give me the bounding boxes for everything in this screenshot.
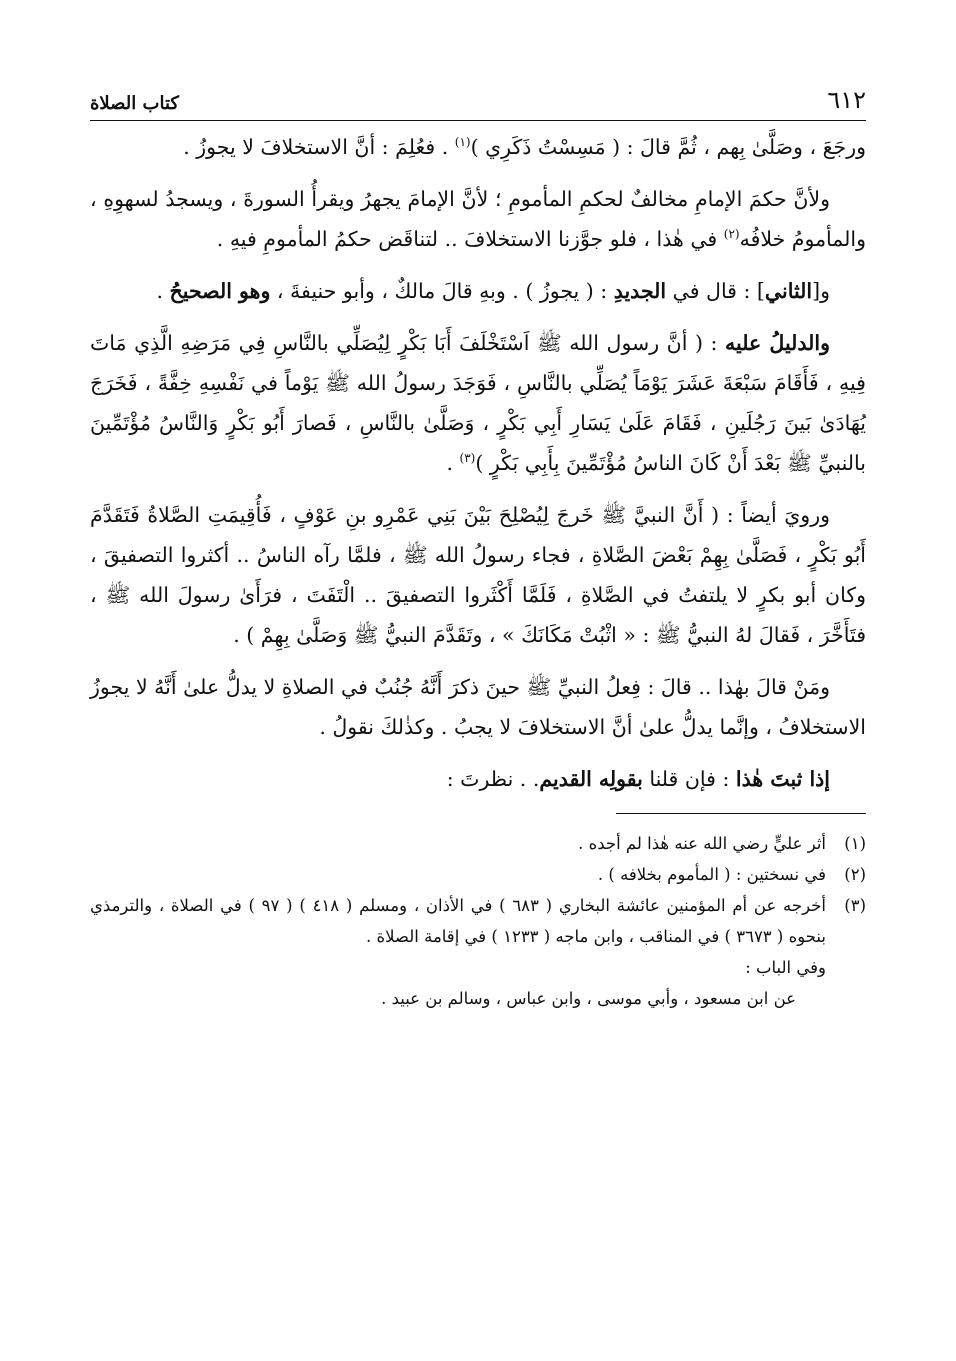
- footnote-ref-2: (٢): [723, 227, 740, 242]
- footnotes: [90, 828, 866, 1014]
- footnote-text: في نسختين : ( المأموم بخلافه ) .: [597, 865, 826, 884]
- footnote-number: (١): [844, 834, 866, 853]
- paragraph-3: و[الثاني] : قال في الجديدِ : ( يجوزُ ) . وبهِ قالَ مالكٌ ، وأبو حنيفةَ ، وهو الصحيحُ .: [156, 279, 830, 303]
- footnote-number: (٢): [844, 865, 866, 884]
- paragraph-2: ولأنَّ حكمَ الإمامِ مخالفٌ لحكمِ المأمومِ ؛ لأنَّ الإمامَ يجهرُ ويقرأُ السورةَ ، ويسجدُ لسهوِهِ ، والمأمومُ خلافُه$^{(٢)}$ في هٰذا ، فلو جوَّزنا الاستخلافَ .. لتناقَض حكمُ المأمومِ فيهِ .: [90, 187, 866, 251]
- footnote-separator: [616, 813, 866, 814]
- footnote-text: أثر عليٍّ رضي الله عنه هٰذا لم أجده .: [578, 834, 826, 853]
- paragraph-4: والدليلُ عليه : ( أنَّ رسول الله ﷺ اَسْتَخْلَفَ أَبَا بَكْرٍ لِيُصَلِّي بالنَّاسِ فِي مَرَضِهِ الَّذِي مَاتَ فِيهِ ، فَأَقَامَ سَبْعَةَ عَشَرَ يَوْمَاً يُصَلِّي بالنَّاسِ ، فَوَجَدَ رسولُ الله ﷺ يَوْماً في نَفْسِهِ خِفَّةً ، فَخَرَجَ يُهَادَىٰ بَينَ رَجُلَينِ ، فَقَامَ عَلَىٰ يَسَارِ أَبِي بَكْرٍ ، وَصَلَّىٰ بالنَّاسِ ، فَصارَ أَبُو بَكْرٍ وَالنَّاسُ مُؤْتَمِّينَ بالنبيِّ ﷺ بَعْدَ أَنْ كَانَ الناسُ مُؤْتَمِّينَ بِأَبِي بَكْرٍ )$^{(٣)}$ .: [90, 331, 866, 475]
- footnote-item: [90, 890, 866, 952]
- running-header: [90, 78, 866, 114]
- footnote-item: [90, 859, 866, 890]
- footnote-text: أخرجه عن أم المؤمنين عائشة البخاري ( ٦٨٣ ) في الأذان ، ومسلم ( ٤١٨ ) ( ٩٧ ) في الصلاة ، والترمذي بنحوه ( ٣٦٧٣ ) في المناقب ، وابن ماجه ( ١٢٣٣ ) في إقامة الصلاة .: [90, 896, 826, 946]
- footnote-ref-3: (٣): [459, 451, 476, 466]
- header-rule: [90, 120, 866, 121]
- book-title: كتاب الصلاة: [90, 93, 179, 114]
- paragraph-1: ورجَعَ ، وصَلَّىٰ بِهم ، ثُمَّ قالَ : ( مَسِسْتُ ذَكَرِي )$^{(١)}$ . فعُلِمَ : أنَّ الاستخلافَ لا يجوزُ .: [183, 135, 866, 159]
- page-number: ٦١٢: [827, 86, 866, 114]
- footnote-extra-line: عن ابن مسعود ، وأبي موسى ، وابن عباس ، وسالم بن عبيد .: [381, 989, 796, 1008]
- book-page: [90, 78, 866, 1341]
- paragraph-7: إذا ثبتَ هٰذا : فإن قلنا بقولِه القديم. . نظرتَ :: [446, 767, 830, 791]
- footnote-extra-line: وفي الباب :: [745, 958, 826, 977]
- paragraph-6: ومَنْ قالَ بهٰذا .. قالَ : فِعلُ النبيِّ ﷺ حينَ ذكرَ أَنَّهُ جُنُبٌ في الصلاةِ لا يدلُّ علىٰ أَنَّهُ لا يجوزُ الاستخلافُ ، وإنَّما يدلُّ علىٰ أنَّ الاستخلافَ لا يجبُ . وكذٰلكَ نقولُ .: [90, 675, 866, 739]
- footnote-ref-1: (١): [454, 135, 471, 150]
- main-text: [90, 127, 866, 799]
- paragraph-5: ورويَ أيضاً : ( أَنَّ النبيَّ ﷺ خَرجَ لِيُصْلِحَ بَيْنَ بَنِي عَمْرِو بنِ عَوْفٍ ، فَأُقِيمَتِ الصَّلاةُ فَتَقَدَّمَ أَبُو بَكْرٍ ، فَصَلَّىٰ بِهِمْ بَعْضَ الصَّلاةِ ، فجاء رسولُ الله ﷺ ، فلمَّا رآه الناسُ .. أكثروا التصفيقَ ، وكان أبو بكرٍ لا يلتفتُ في الصَّلاةِ ، فَلَمَّا أَكْثَروا التصفيقَ .. الْتَفَتَ ، فرَأَىٰ رسولَ الله ﷺ ، فتَأَخَّرَ ، فَقالَ لهُ النبيُّ ﷺ : « اثْبُتْ مَكَانَكَ » ، وتَقَدَّمَ النبيُّ ﷺ وَصَلَّىٰ بِهِمْ ) .: [90, 503, 866, 647]
- footnote-number: (٣): [844, 896, 866, 915]
- footnote-item: [90, 828, 866, 859]
